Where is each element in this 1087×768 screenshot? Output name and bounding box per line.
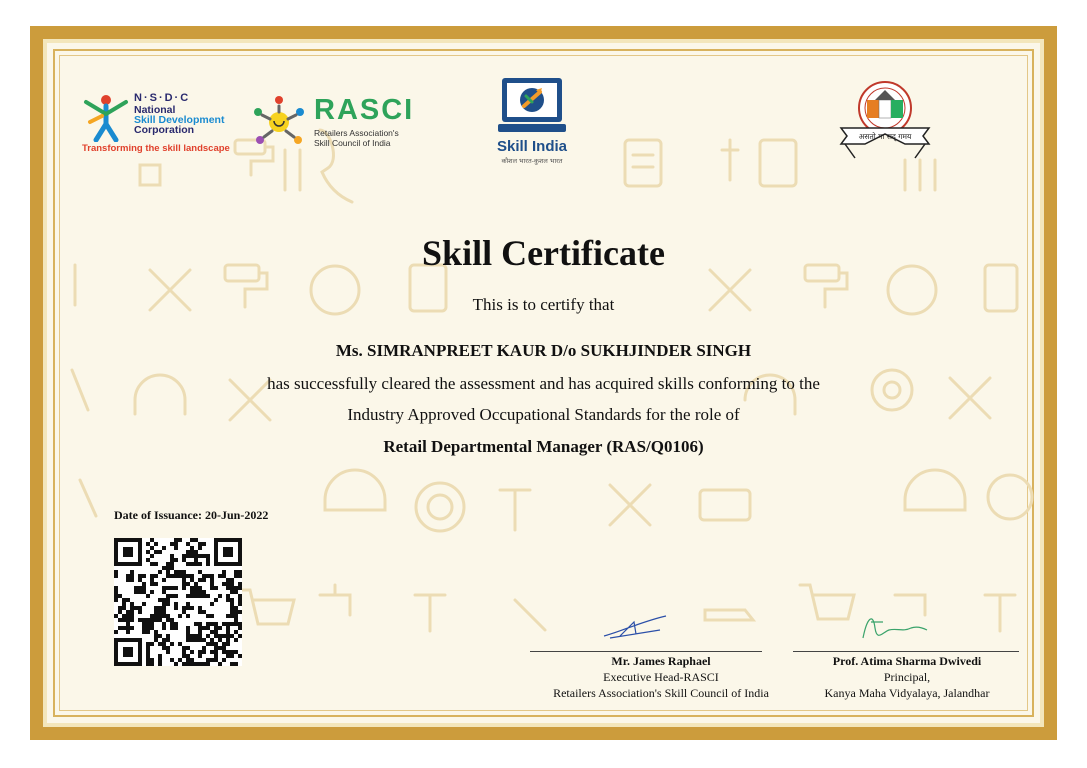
recipient-name: Ms. SIMRANPREET KAUR D/o SUKHJINDER SINGH — [335, 341, 752, 360]
rasci-logo — [246, 94, 416, 154]
signatory-1-name: Mr. James Raphael — [611, 654, 711, 668]
nsdc-name-line1: National — [134, 104, 176, 116]
ring-icon — [988, 475, 1032, 519]
nsdc-logo — [82, 90, 232, 160]
nsdc-tagline: Transforming the skill landscape — [82, 143, 230, 154]
spray-icon — [722, 140, 738, 180]
assessment-statement: has successfully cleared the assessment and has acquired skills conforming to the — [267, 374, 820, 393]
signatory-2-org: Kanya Maha Vidyalaya, Jalandhar — [824, 686, 990, 700]
signatory-2-title: Principal, — [883, 670, 931, 684]
cup-icon — [140, 165, 160, 185]
date-of-issuance: Date of Issuance: 20-Jun-2022 — [114, 508, 269, 522]
ring-icon — [416, 483, 464, 531]
nsdc-abbreviation: N·S·D·C — [134, 92, 191, 104]
rasci-full-name-line2: Skill Council of India — [314, 138, 391, 148]
cart-icon — [240, 590, 294, 624]
shoe-icon — [705, 610, 753, 620]
rasci-full-name-line1: Retailers Association's — [314, 128, 399, 138]
skill-india-tagline: कौशल भारत-कुशल भारत — [501, 157, 563, 165]
kmv-banner-text: असतो मा सद् गमय — [858, 132, 912, 141]
qr-code — [114, 538, 242, 666]
certify-text: This is to certify that — [472, 295, 615, 314]
nsdc-figure-icon — [82, 92, 130, 142]
rasci-people-icon — [246, 94, 312, 154]
clipboard-icon — [625, 140, 661, 186]
hammer-icon — [985, 595, 1015, 631]
signature-atima-sharma — [853, 608, 929, 644]
skill-india-monitor-icon — [484, 76, 580, 138]
signature-line-1 — [530, 651, 762, 652]
hammer-icon — [500, 490, 530, 530]
tools-icon — [80, 480, 96, 516]
tap-icon — [320, 585, 350, 615]
clipboard-icon — [760, 140, 796, 186]
rasci-name: RASCI — [314, 94, 415, 126]
wrench-cross-icon — [610, 485, 650, 525]
cart-icon — [800, 585, 854, 619]
signature-line-2 — [793, 651, 1019, 652]
helmet-icon — [905, 470, 965, 510]
certificate-title: Skill Certificate — [422, 233, 665, 273]
standards-statement: Industry Approved Occupational Standards for the role of — [347, 405, 740, 424]
sewing-machine-icon — [700, 490, 750, 520]
skill-india-logo — [484, 76, 580, 170]
nsdc-name-line3: Corporation — [134, 124, 195, 136]
kmv-emblem-icon — [835, 78, 935, 168]
pencil-icon — [515, 600, 545, 630]
helmet-icon — [325, 470, 385, 510]
signatory-1-title: Executive Head-RASCI — [603, 670, 719, 684]
nsdc-name-line2: Skill Development — [134, 114, 225, 126]
utensils-icon — [285, 150, 300, 190]
hammer-icon — [415, 595, 445, 631]
job-role: Retail Departmental Manager (RAS/Q0106) — [383, 437, 704, 456]
signatory-1-org: Retailers Association's Skill Council of India — [553, 686, 769, 700]
signature-james-raphael — [600, 612, 670, 642]
signatory-2-name: Prof. Atima Sharma Dwivedi — [832, 654, 982, 668]
skill-india-name: Skill India — [496, 138, 568, 155]
